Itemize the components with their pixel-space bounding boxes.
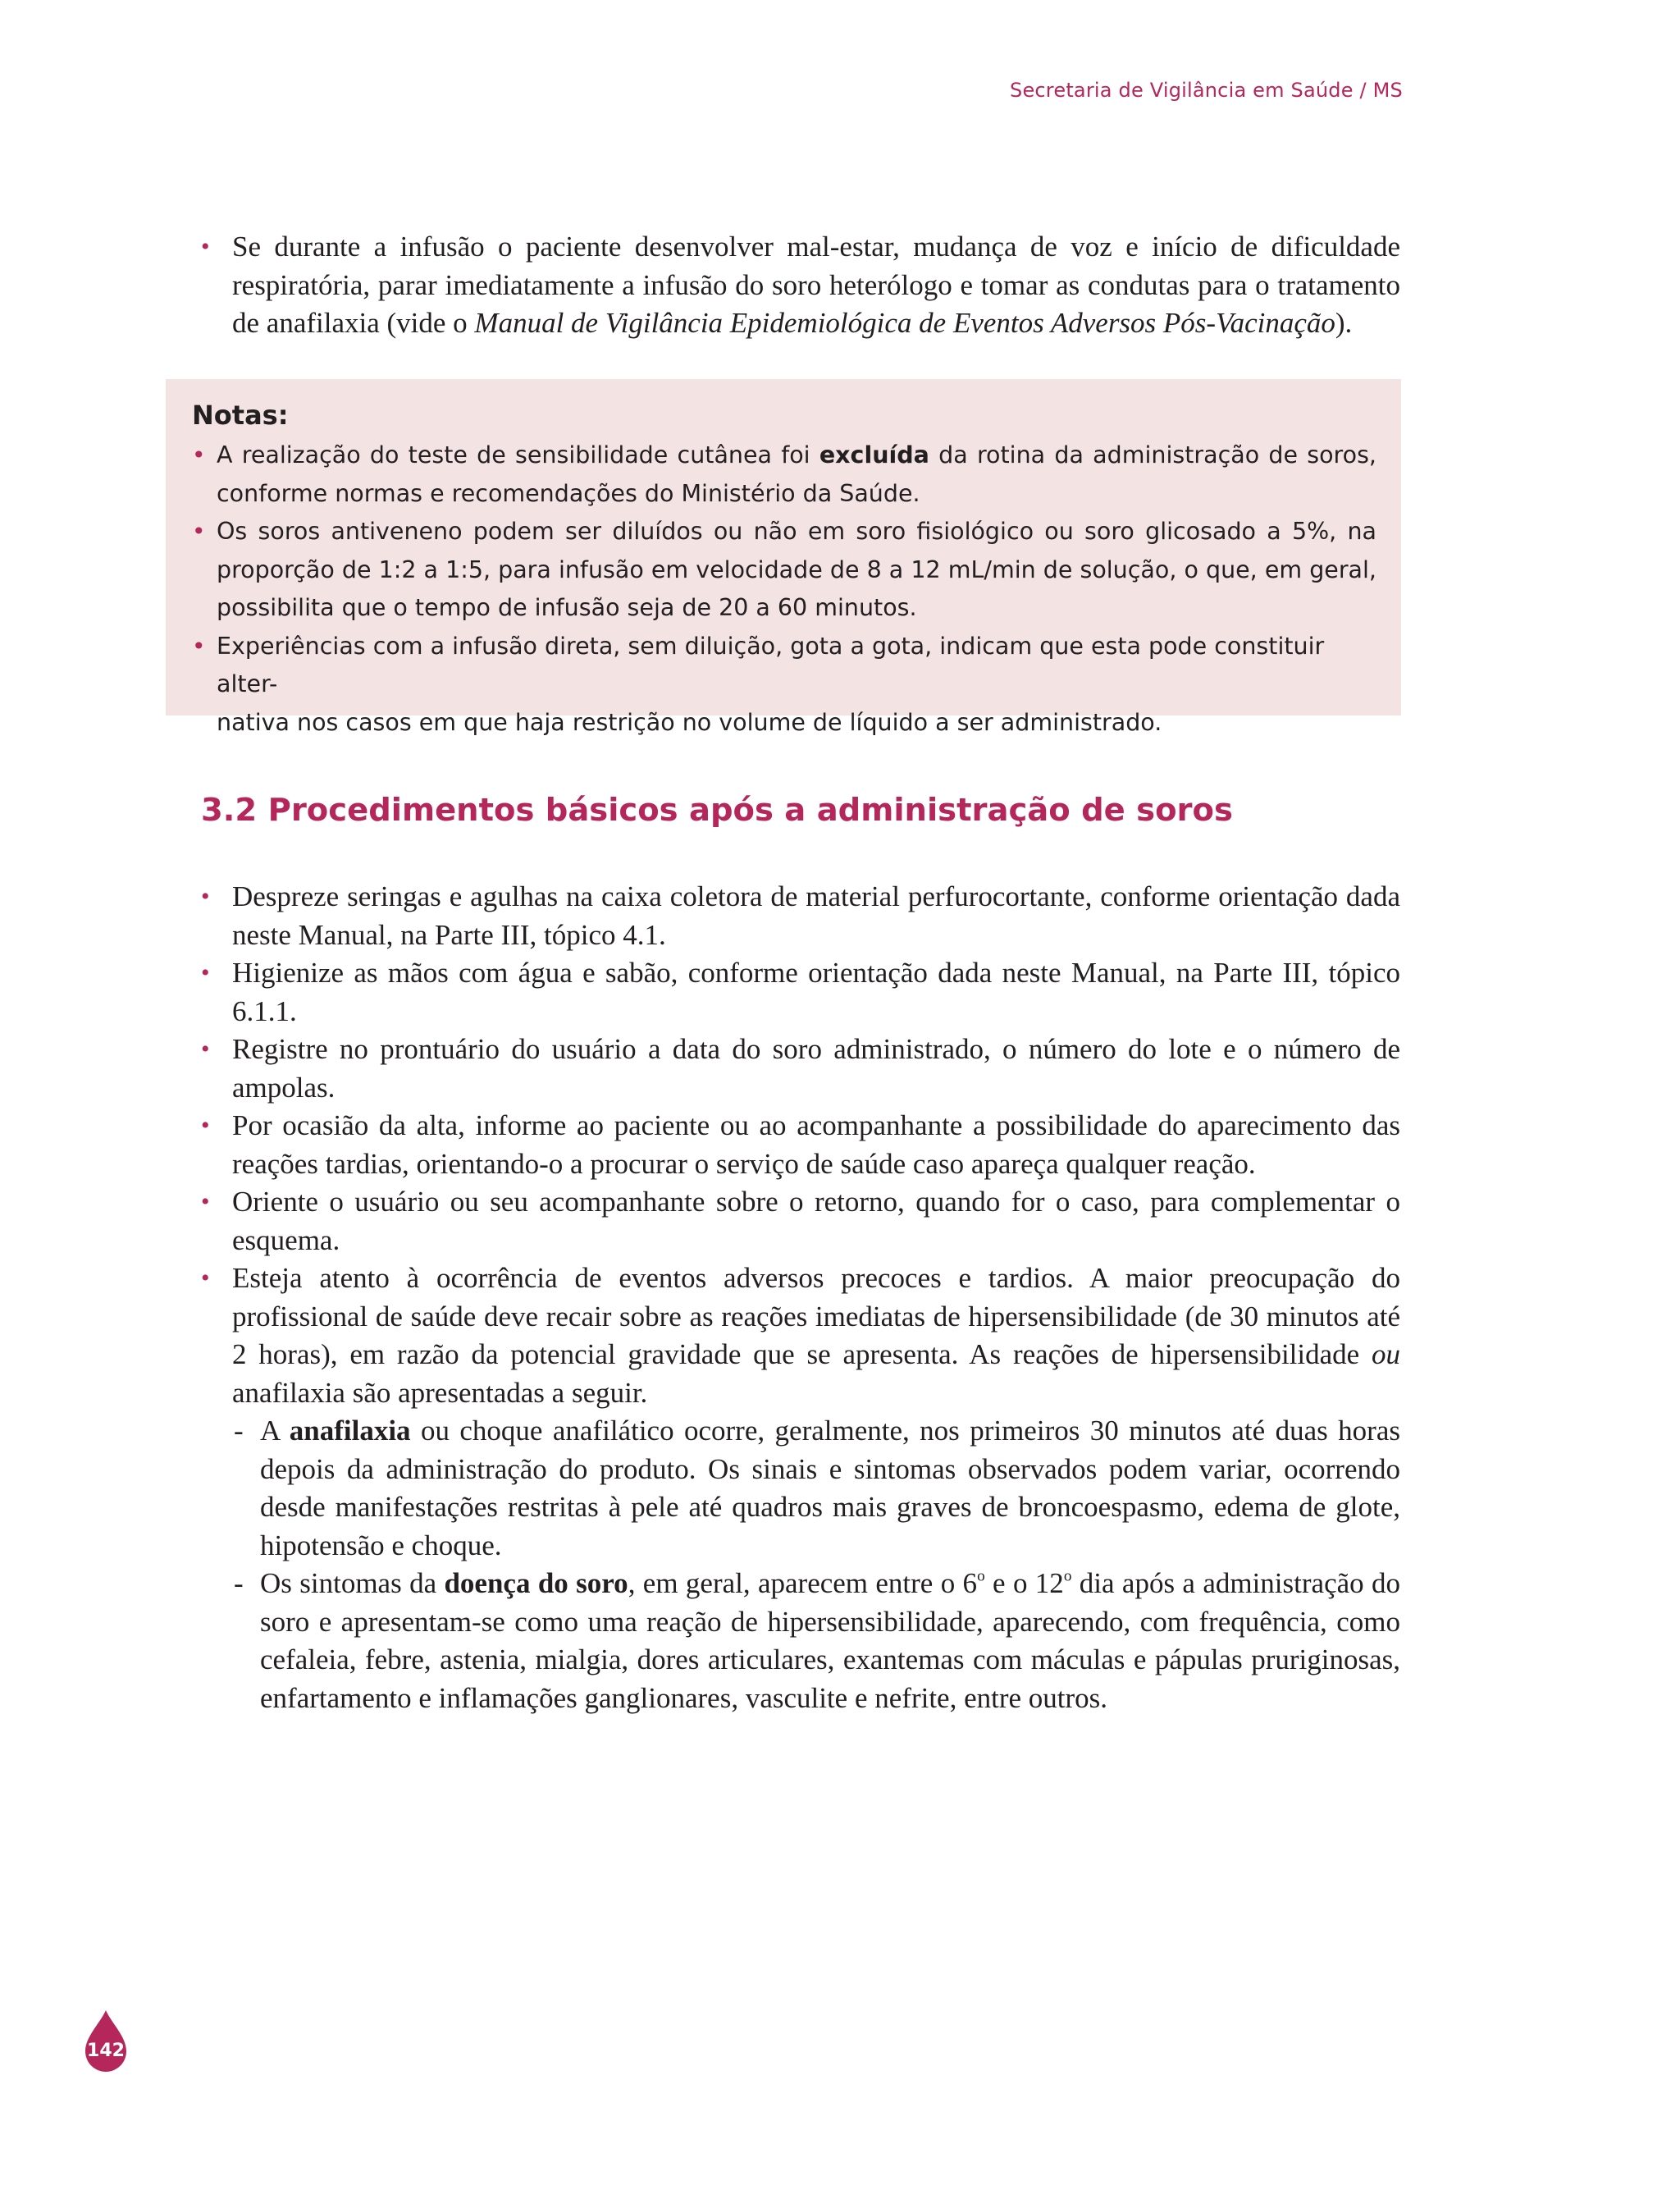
notes-list — [192, 437, 1376, 742]
sub-list — [232, 1412, 1400, 1717]
list-item: • Registre no prontuário do usuário a data do soro administrado, o número do lote e o número de ampolas. — [201, 1031, 1400, 1107]
page-number: 142 — [87, 2041, 125, 2061]
sub-list-item: - Os sintomas da doença do soro, em geral, aparecem entre o 6$^o$ e o 12$^o$ dia após a administração do soro e apresentam-se como uma reação de hipersensibilidade, aparecendo, com frequência, como cefaleia, febre, astenia, mialgia, dores articulares, exantemas com máculas e pápulas pruriginosas, enfartamento e inflamações ganglionares, vasculite e nefrite, entre outros. — [232, 1565, 1400, 1717]
list-item: • Se durante a infusão o paciente desenvolver mal-estar, mudança de voz e início de dificuldade respiratória, parar imediatamente a infusão do soro heterólogo e tomar as condutas para o tratamento de anafilaxia (vide o Manual de Vigilância Epidemiológica de Eventos Adversos Pós-Vacinação). — [201, 228, 1400, 343]
list-item: • Higienize as mãos com água e sabão, conforme orientação dada neste Manual, na Parte III, tópico 6.1.1. — [201, 954, 1400, 1031]
notes-title: Notas: — [192, 400, 289, 431]
intro-list — [201, 228, 1400, 343]
note-item: • Experiências com a infusão direta, sem diluição, gota a gota, indicam que esta pode constituir alter- nativa nos casos em que haja restrição no volume de líquido a ser administrado. — [192, 628, 1376, 743]
list-item: • Despreze seringas e agulhas na caixa coletora de material perfurocortante, conforme orientação dada neste Manual, na Parte III, tópico 4.1. — [201, 878, 1400, 954]
note-item: • Os soros antiveneno podem ser diluídos ou não em soro fisiológico ou soro glicosado a 5%, na proporção de 1:2 a 1:5, para infusão em velocidade de 8 a 12 mL/min de solução, o que, em geral, possibilita que o tempo de infusão seja de 20 a 60 minutos. — [192, 513, 1376, 628]
note-item: • A realização do teste de sensibilidade cutânea foi excluída da rotina da administração de soros, conforme normas e recomendações do Ministério da Saúde. — [192, 437, 1376, 513]
running-header: Secretaria de Vigilância em Saúde / MS — [1010, 79, 1403, 102]
sub-list-item: - A anafilaxia ou choque anafilático ocorre, geralmente, nos primeiros 30 minutos até duas horas depois da administração do produto. Os sinais e sintomas observados podem variar, ocorrendo desde manifestações restritas à pele até quadros mais graves de broncoespasmo, edema de glote, hipotensão e choque. — [232, 1412, 1400, 1565]
list-item: • Oriente o usuário ou seu acompanhante sobre o retorno, quando for o caso, para complementar o esquema. — [201, 1183, 1400, 1259]
notes-box — [166, 379, 1401, 736]
section-title: 3.2 Procedimentos básicos após a administração de soros — [201, 792, 1233, 829]
manual-title: Manual de Vigilância Epidemiológica de Eventos Adversos Pós-Vacinação — [474, 307, 1335, 339]
procedures-list — [201, 878, 1400, 1717]
list-item: • Esteja atento à ocorrência de eventos adversos precoces e tardios. A maior preocupação do profissional de saúde deve recair sobre as reações imediatas de hipersensibilidade (de 30 minutos até 2 horas), em razão da potencial gravidade que se apresenta. As reações de hipersensibilidade ou anafilaxia são apresentadas a seguir. - A anafilaxia ou choque anafilático ocorre, geralmente, nos primeiros 30 minutos até duas horas depois da administração do produto. Os sinais e sintomas observados podem variar, ocorrendo desde manifestações restritas à pele até quadros mais graves de broncoespasmo, edema de glote, hipotensão e choque. - Os sintomas da doença do soro, em geral, aparecem entre o 6$^o$ e o 12$^o$ dia após a administração do soro e apresentam-se como uma reação de hipersensibilidade, aparecendo, com frequência, como cefaleia, febre, astenia, mialgia, dores articulares, exantemas com máculas e pápulas pruriginosas, enfartamento e inflamações ganglionares, vasculite e nefrite, entre outros. — [201, 1259, 1400, 1717]
list-item: • Por ocasião da alta, informe ao paciente ou ao acompanhante a possibilidade do aparecimento das reações tardias, orientando-o a procurar o serviço de saúde caso apareça qualquer reação. — [201, 1107, 1400, 1183]
